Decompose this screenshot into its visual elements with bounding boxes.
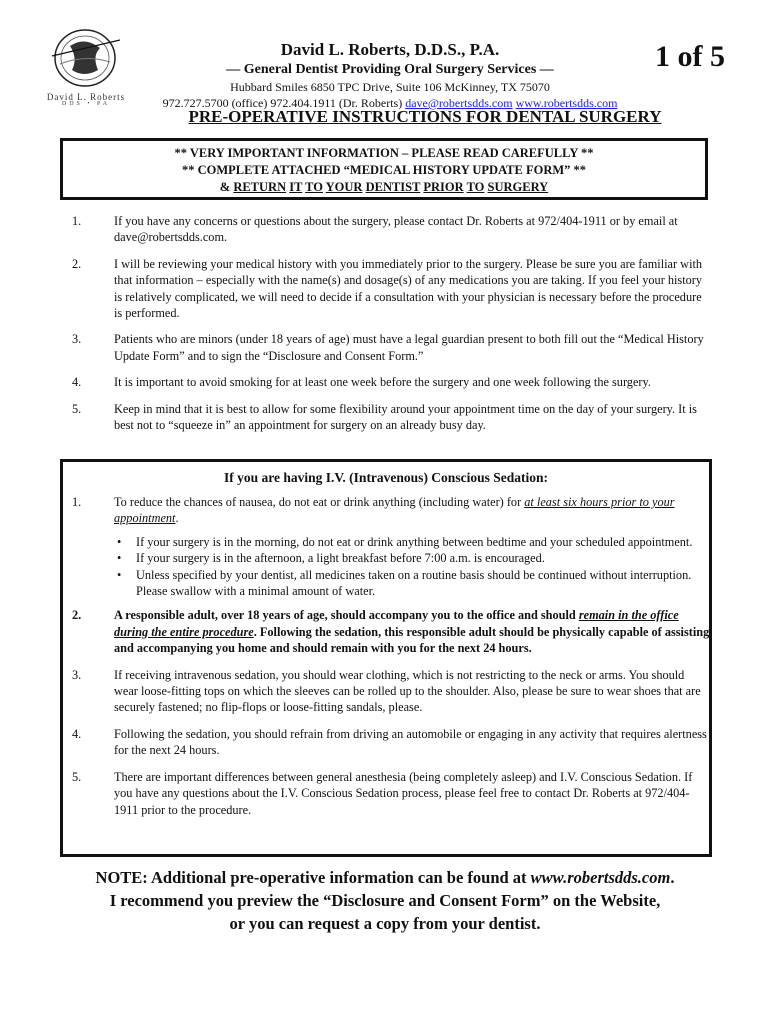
notice-line-2: ** COMPLETE ATTACHED “MEDICAL HISTORY UPDATE FORM” ** xyxy=(181,163,587,177)
closing-note xyxy=(40,866,730,935)
list-item: 5. Keep in mind that it is best to allow for some flexibility around your appointment time on the day of your surgery. It is best not to “squeeze in” an appointment for surgery on an already busy day. xyxy=(72,401,697,433)
note-line-1: NOTE: Additional pre-operative information can be found at www.robertsdds.com. xyxy=(95,868,675,887)
email-link[interactable]: dave@robertsdds.com xyxy=(405,96,513,110)
phone-numbers: 972.727.5700 (office) 972.404.1911 (Dr. Roberts) xyxy=(162,96,403,110)
sedation-heading: If you are having I.V. (Intravenous) Conscious Sedation: xyxy=(224,470,548,485)
website-link[interactable]: www.robertsdds.com xyxy=(515,96,618,110)
fasting-bullets xyxy=(114,534,710,600)
logo-name: David L. Roberts xyxy=(46,92,126,102)
sedation-instructions-list xyxy=(60,494,710,818)
list-item: 5. There are important differences between general anesthesia (being completely asleep) and I.V. Conscious Sedation. If you have any questions about the I.V. Conscious Sedation process, please feel free to contact Dr. Roberts at 972/404-1911 prior to the procedure. xyxy=(72,769,693,817)
list-item: 2. I will be reviewing your medical history with you immediately prior to the surgery. Please be sure you are familiar with that information – especially with the name(s) and dosage(s) of any medications you are taking. If you feel your history is relatively complicated, we will need to decide if a consultation with your physician is necessary before the procedure is performed. xyxy=(72,256,703,321)
notice-line-3: & RETURN IT TO YOUR DENTIST PRIOR TO SURGERY xyxy=(219,180,549,194)
list-item: 3. If receiving intravenous sedation, you should wear clothing, which is not restricting to the neck or arms. You should wear loose-fitting tops on which the sleeves can be rolled up to the shoulder. Also, please be sure to wear shoes that are securely fastened; no flip-flops or loose-fitting sandals, please. xyxy=(72,667,701,715)
practice-tagline: — General Dentist Providing Oral Surgery Services — xyxy=(226,62,554,77)
important-notice-box xyxy=(60,138,708,200)
practice-name: David L. Roberts, D.D.S., P.A. xyxy=(280,40,500,59)
list-item: 1. If you have any concerns or questions about the surgery, please contact Dr. Roberts at 972/404-1911 or by email at dave@robertsdds.com. xyxy=(72,214,678,245)
note-website-link[interactable]: www.robertsdds.com xyxy=(530,868,671,887)
note-line-3: or you can request a copy from your dentist. xyxy=(229,914,541,933)
document-title: PRE-OPERATIVE INSTRUCTIONS FOR DENTAL SURGERY xyxy=(188,107,662,126)
list-item: 4. It is important to avoid smoking for at least one week before the surgery and one week following the surgery. xyxy=(72,375,651,390)
bullet-item: • Unless specified by your dentist, all medicines taken on a routine basis should be continued without interruption. Please swallow with a minimal amount of water. xyxy=(117,567,692,599)
general-instructions-list xyxy=(60,213,710,433)
list-item: 1. To reduce the chances of nausea, do not eat or drink anything (including water) for at least six hours prior to your appointment. xyxy=(72,495,675,526)
note-line-2: I recommend you preview the “Disclosure and Consent Form” on the Website, xyxy=(109,891,661,910)
page-counter: 1 of 5 xyxy=(655,40,725,73)
list-item: 3. Patients who are minors (under 18 years of age) must have a legal guardian present to both fill out the “Medical History Update Form” and to sign the “Disclosure and Consent Form.” xyxy=(72,332,704,363)
logo-subtitle: DDS • PA xyxy=(61,101,111,107)
list-item: 4. Following the sedation, you should refrain from driving an automobile or engaging in any activity that requires alertness for the next 24 hours. xyxy=(72,726,707,758)
list-item: 2. A responsible adult, over 18 years of age, should accompany you to the office and should remain in the office during the entire procedure. Following the sedation, this responsible adult should be physically capable of assisting and accompanying you home and should remain with you for the next 24 hours. xyxy=(72,608,710,656)
bullet-item: • If your surgery is in the afternoon, a light breakfast before 7:00 a.m. is encouraged. xyxy=(117,551,545,566)
bullet-item: • If your surgery is in the morning, do not eat or drink anything between bedtime and your scheduled appointment. xyxy=(117,534,693,549)
practice-address: Hubbard Smiles 6850 TPC Drive, Suite 106 McKinney, TX 75070 xyxy=(230,80,550,94)
letterhead xyxy=(140,40,640,111)
notice-line-1: ** VERY IMPORTANT INFORMATION – PLEASE READ CAREFULLY ** xyxy=(174,146,594,160)
